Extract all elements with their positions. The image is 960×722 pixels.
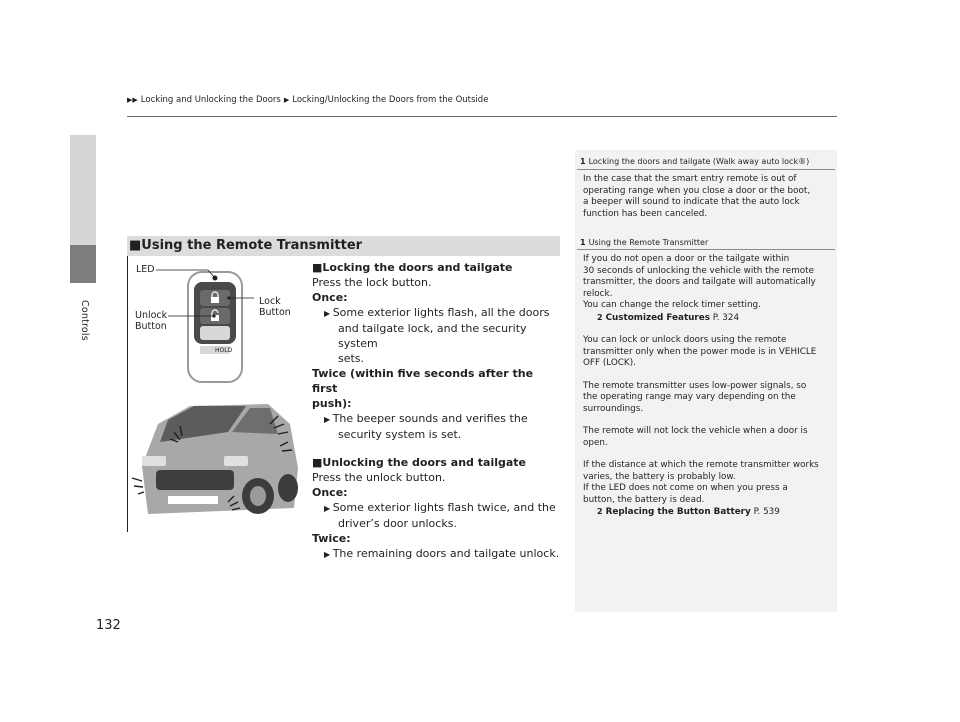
breadcrumb-item-2[interactable]: Locking/Unlocking the Doors from the Outside xyxy=(292,95,489,105)
unlock-twice-label: Twice: xyxy=(312,532,351,545)
step-arrow-icon: ▶ xyxy=(324,504,333,513)
heading-bullet: ■ xyxy=(312,261,323,274)
unlocking-intro: Press the unlock button. xyxy=(312,471,446,484)
replacing-battery-link[interactable]: 2 Replacing the Button Battery P. 539 xyxy=(597,507,780,517)
locking-intro: Press the lock button. xyxy=(312,276,432,289)
step-arrow-icon: ▶ xyxy=(324,550,333,559)
lock-once-text-3: sets. xyxy=(338,352,365,365)
lock-once-text: ▶ Some exterior lights flash, all the doors xyxy=(324,306,550,319)
lock-once-text-2: and tailgate lock, and the security system xyxy=(338,322,527,350)
note1-title: 1 Locking the doors and tailgate (Walk away auto lock®) xyxy=(580,157,810,166)
unlock-button-label: Unlock Button xyxy=(135,310,168,332)
page-ref-icon: 2 xyxy=(597,312,603,322)
unlocking-heading: ■Unlocking the doors and tailgate xyxy=(312,456,527,469)
lock-twice-label: Twice (within five seconds after the first xyxy=(312,367,534,395)
note2-body: If you do not open a door or the tailgate within 30 seconds of unlocking the vehicle with the remote transmitter, the doors and tailgate will automatically relock. You can change the relock timer setting. 2 Customized Features P. 324 You can lock or unlock doors using the remote transmitter only when the power mode is in VEHICLE OFF (LOCK). The remote transmitter uses low-power signals, so the operating range may vary depending on the surroundings. The remote will not lock the vehicle when a door is open. If the distance at which the remote transmitter works varies, the battery is probably low. If the LED does not come on when you press a button, the battery is dead. 2 Replacing the Button Battery P. 539 xyxy=(583,254,833,530)
lock-button-label: Lock Button xyxy=(259,296,291,318)
customized-features-link[interactable]: 2 Customized Features P. 324 xyxy=(597,312,740,323)
step-arrow-icon: ▶ xyxy=(324,309,333,318)
unlock-twice-text: ▶ The remaining doors and tailgate unlock. xyxy=(324,547,560,560)
sidebar-section-label: Controls xyxy=(79,300,90,341)
section-heading-text: Using the Remote Transmitter xyxy=(141,238,363,253)
lock-twice-label-2: push): xyxy=(312,397,352,410)
locking-heading: ■Locking the doors and tailgate xyxy=(312,261,513,274)
unlock-once-label: Once: xyxy=(312,486,348,499)
page-number: 132 xyxy=(96,618,121,633)
page-ref-icon: 2 xyxy=(597,507,603,516)
note2-rule xyxy=(577,249,835,250)
breadcrumb xyxy=(127,95,488,105)
step-arrow-icon: ▶ xyxy=(324,415,333,424)
note-ref-icon: 1 xyxy=(580,238,586,247)
breadcrumb-item-1[interactable]: Locking and Unlocking the Doors xyxy=(140,95,281,105)
sidebar-tab-background xyxy=(70,135,96,245)
note2-title: 1 Using the Remote Transmitter xyxy=(580,238,709,247)
note-ref-icon: 1 xyxy=(580,157,586,166)
vehicle-image xyxy=(132,404,298,514)
unlock-once-text: ▶ Some exterior lights flash twice, and the xyxy=(324,501,556,514)
led-label: LED xyxy=(136,264,155,275)
section-heading xyxy=(127,236,560,256)
section-heading-bullet: ■ xyxy=(129,238,142,253)
remote-transmitter-image xyxy=(188,272,242,382)
lock-twice-text: ▶ The beeper sounds and verifies the xyxy=(324,412,528,425)
note1-rule xyxy=(577,169,835,170)
breadcrumb-arrow-icon: ▶▶ xyxy=(127,96,138,104)
note1-body: In the case that the smart entry remote is out of operating range when you close a door or the boot, a beeper will sound to indicate that the auto lock function has been canceled. xyxy=(583,174,811,219)
sidebar-tab-marker xyxy=(70,245,96,283)
header-rule xyxy=(127,116,837,117)
lock-twice-text-2: security system is set. xyxy=(338,428,462,441)
instructions xyxy=(312,260,560,562)
breadcrumb-arrow-icon: ▶ xyxy=(283,96,290,104)
lock-once-label: Once: xyxy=(312,291,348,304)
heading-bullet: ■ xyxy=(312,456,323,469)
hold-label: HOLD xyxy=(215,347,233,354)
unlock-once-text-2: driver’s door unlocks. xyxy=(338,517,457,530)
